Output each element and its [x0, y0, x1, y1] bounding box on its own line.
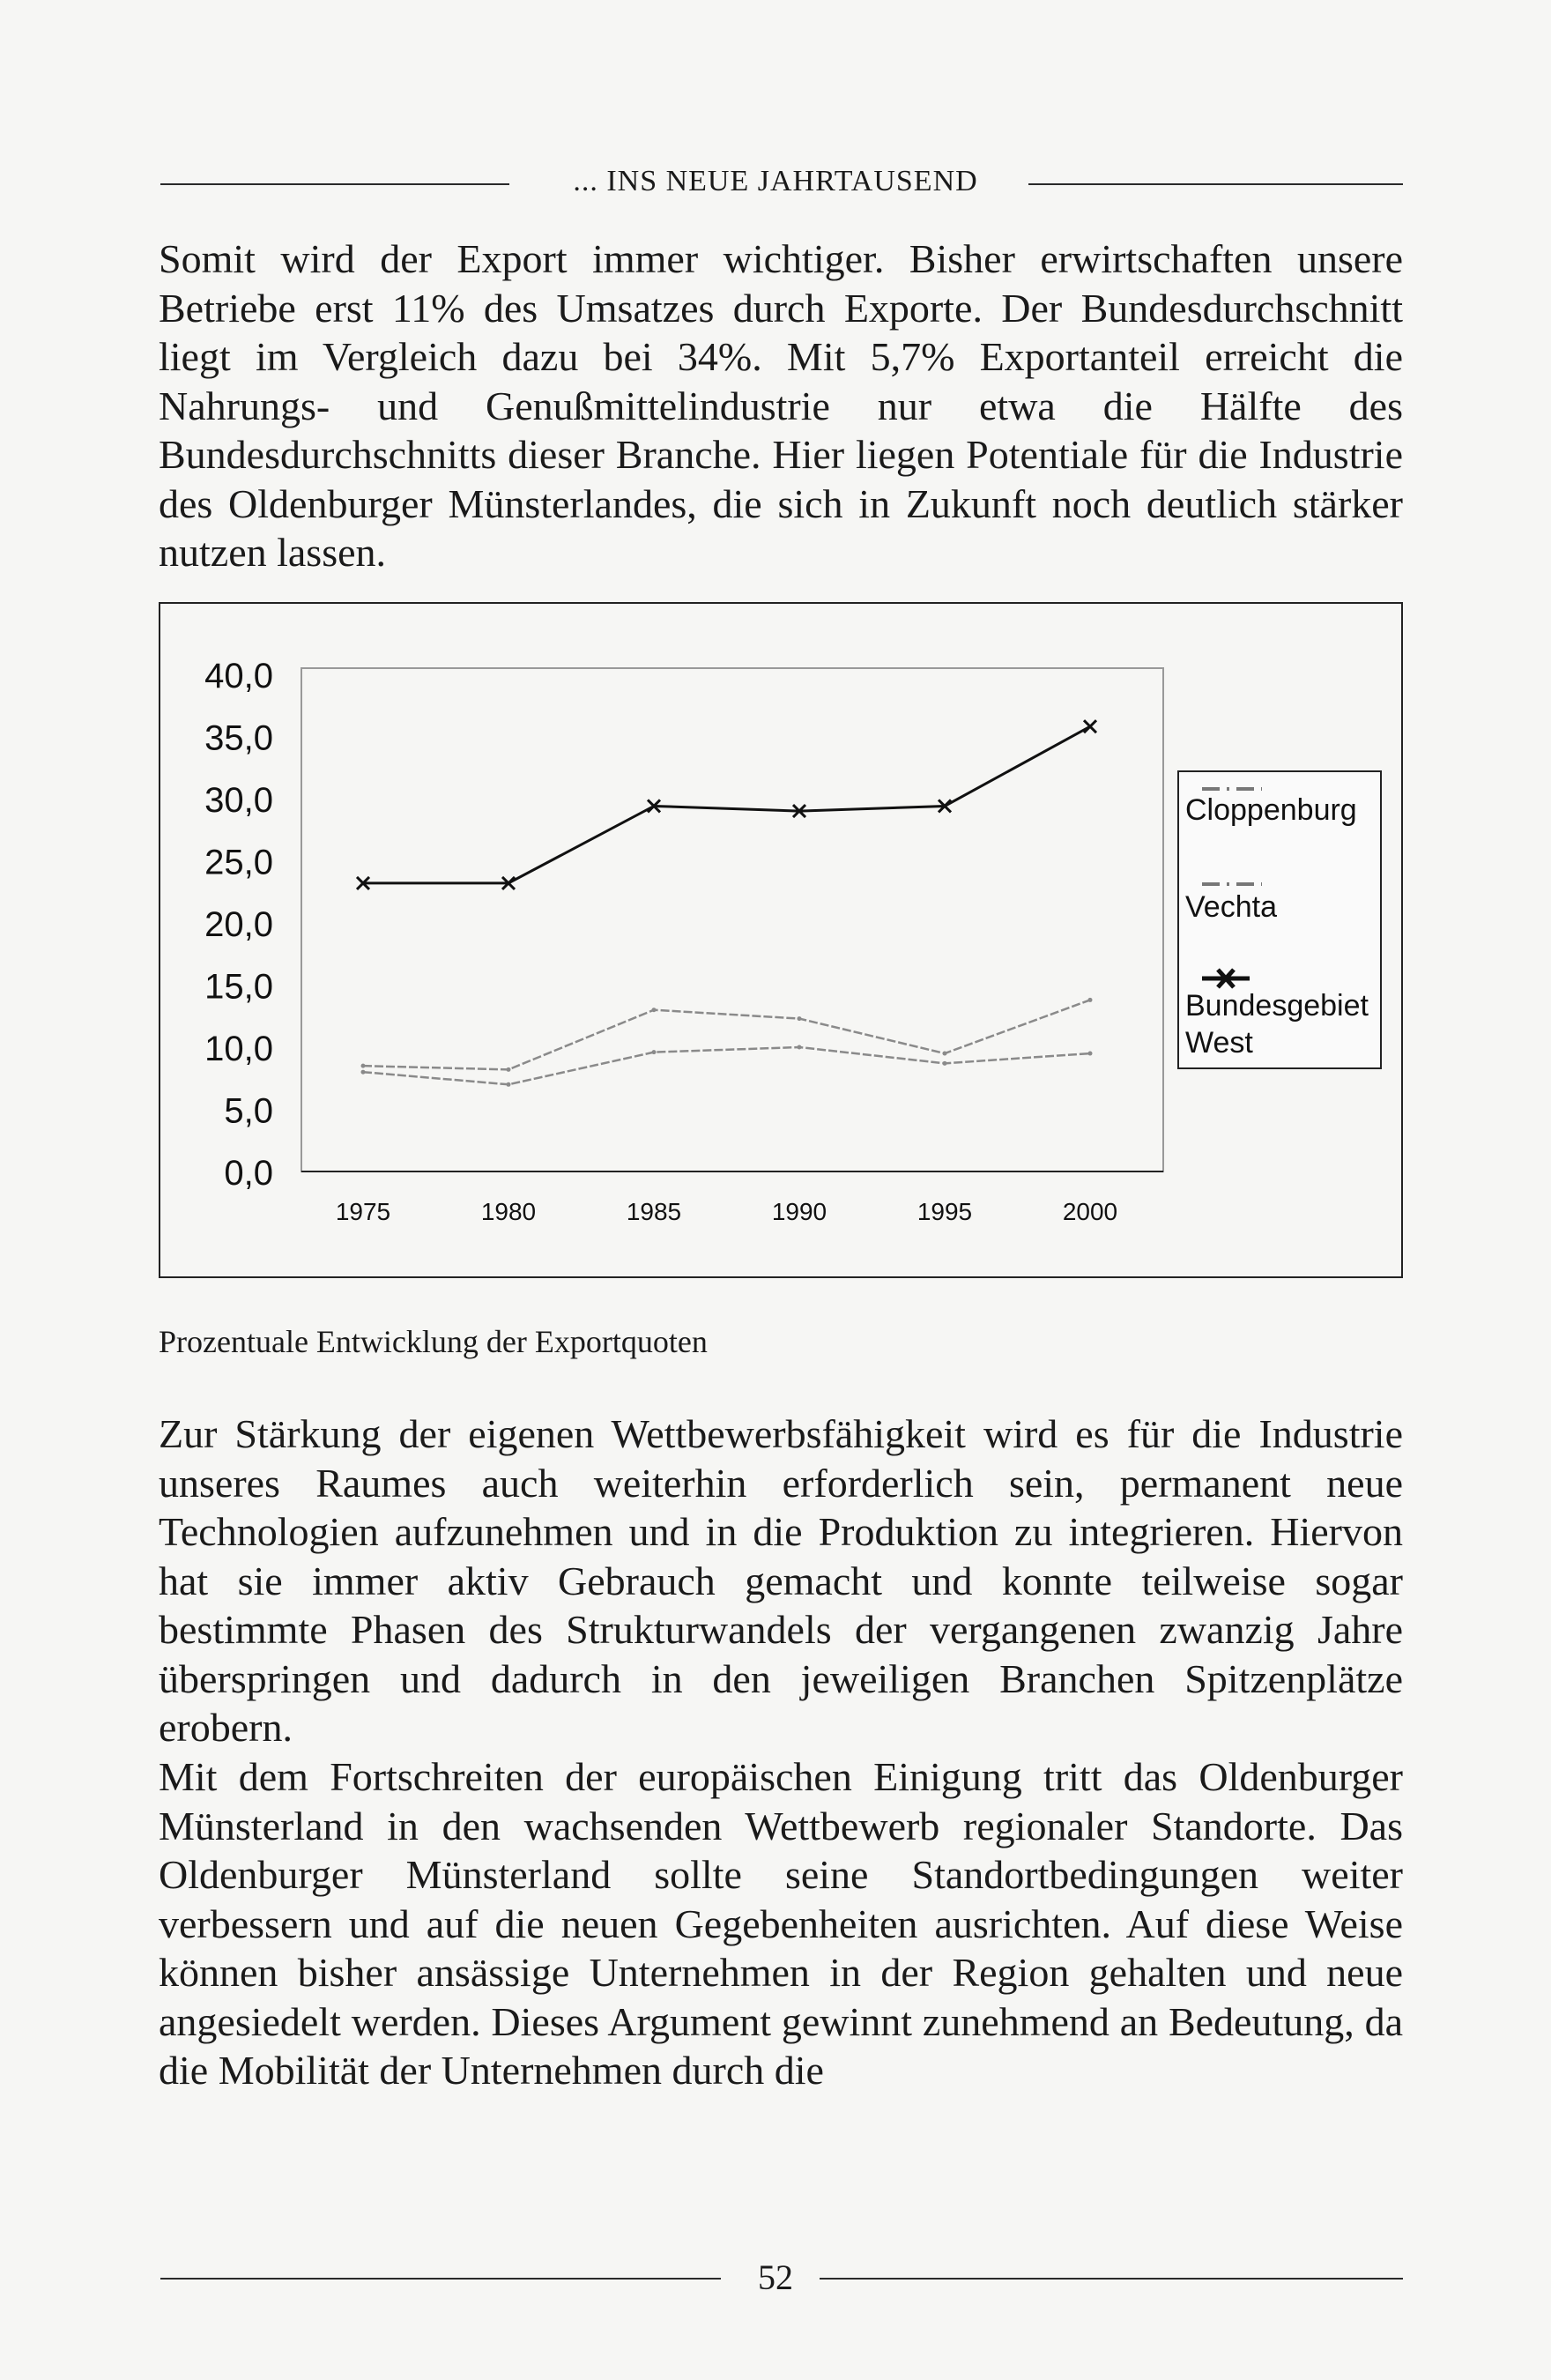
- chart-frame: [159, 602, 1403, 1278]
- data-point-cloppenburg: [943, 1052, 947, 1056]
- data-point-vechta: [798, 1045, 802, 1050]
- x-tick-label: 1990: [771, 1198, 827, 1225]
- y-tick-label: 30,0: [204, 781, 273, 820]
- paragraph-export: Somit wird der Export immer wichtiger. Bisher erwirtschaften unsere Betriebe erst 11% des Umsatzes durch Exporte. Der Bundesdurchschnitt liegt im Vergleich dazu bei 34%. Mit 5,7% Exportanteil erreicht die Nahrungs- und Genußmittelindustrie nur etwa die Hälfte des Bundesdurchschnitts dieser Branche. Hier liegen Potentiale für die Industrie des Oldenburger Münsterlandes, die sich in Zukunft noch deutlich stärker nutzen lassen.: [159, 236, 1403, 575]
- y-tick-label: 20,0: [204, 905, 273, 944]
- x-tick-label: 2000: [1062, 1198, 1118, 1225]
- data-point-vechta: [652, 1050, 657, 1054]
- x-tick-label: 1980: [480, 1198, 537, 1225]
- y-tick-label: 35,0: [204, 718, 273, 758]
- running-head: ... INS NEUE JAHRTAUSEND: [0, 164, 1551, 199]
- y-tick-label: 15,0: [204, 967, 273, 1007]
- series-line-bundesgebiet-west: [363, 726, 1090, 883]
- data-point-cloppenburg: [507, 1067, 511, 1072]
- export-quota-chart: [160, 604, 1401, 1276]
- data-point-vechta: [1088, 1052, 1093, 1056]
- data-point-bundesgebiet-west: [1084, 720, 1096, 733]
- data-point-cloppenburg: [798, 1016, 802, 1021]
- y-tick-label: 0,0: [224, 1154, 273, 1193]
- x-tick-label: 1975: [335, 1198, 391, 1225]
- page-number: 52: [0, 2257, 1551, 2299]
- legend-label: Bundesgebiet: [1185, 989, 1369, 1023]
- paragraph-europe: Mit dem Fortschreiten der europäischen Einigung tritt das Oldenburger Münsterland in den wachsenden Wettbewerb regionaler Standorte. Das Oldenburger Münsterland sollte seine Standortbedingungen weiter verbessern und auf die neuen Gegebenheiten ausrichten. Auf diese Weise können bisher ansässige Unternehmen in der Region gehalten und neue angesiedelt werden. Dieses Argument gewinnt zunehmend an Bedeutung, da die Mobilität der Unternehmen durch die: [159, 1754, 1403, 2093]
- data-point-cloppenburg: [652, 1008, 657, 1012]
- paragraph-technology: Zur Stärkung der eigenen Wettbewerbsfähigkeit wird es für die Industrie unseres Raumes auch weiterhin erforderlich sein, permanent neue Technologien aufzunehmen und in die Produktion zu integrieren. Hiervon hat sie immer aktiv Gebrauch gemacht und konnte teilweise sogar bestimmte Phasen des Strukturwandels der vergangenen zwanzig Jahre überspringen und dadurch in den jeweiligen Branchen Spitzenplätze erobern.: [159, 1411, 1403, 1750]
- y-tick-label: 10,0: [204, 1030, 273, 1068]
- data-point-vechta: [507, 1082, 511, 1087]
- figure-caption: Prozentuale Entwicklung der Exportquoten: [159, 1324, 708, 1359]
- legend-label: West: [1185, 1026, 1253, 1060]
- legend-label: Cloppenburg: [1185, 793, 1357, 827]
- y-tick-label: 40,0: [204, 657, 273, 695]
- data-point-cloppenburg: [1088, 998, 1093, 1002]
- data-point-vechta: [361, 1070, 366, 1075]
- x-tick-label: 1985: [626, 1198, 682, 1225]
- y-tick-label: 5,0: [224, 1091, 273, 1131]
- plot-area: [301, 668, 1163, 1171]
- data-point-cloppenburg: [361, 1064, 366, 1068]
- series-line-vechta: [363, 1047, 1090, 1084]
- legend-label: Vechta: [1185, 890, 1277, 924]
- x-tick-label: 1995: [916, 1198, 973, 1225]
- series-line-cloppenburg: [363, 1000, 1090, 1069]
- y-tick-label: 25,0: [204, 843, 273, 882]
- data-point-vechta: [943, 1061, 947, 1066]
